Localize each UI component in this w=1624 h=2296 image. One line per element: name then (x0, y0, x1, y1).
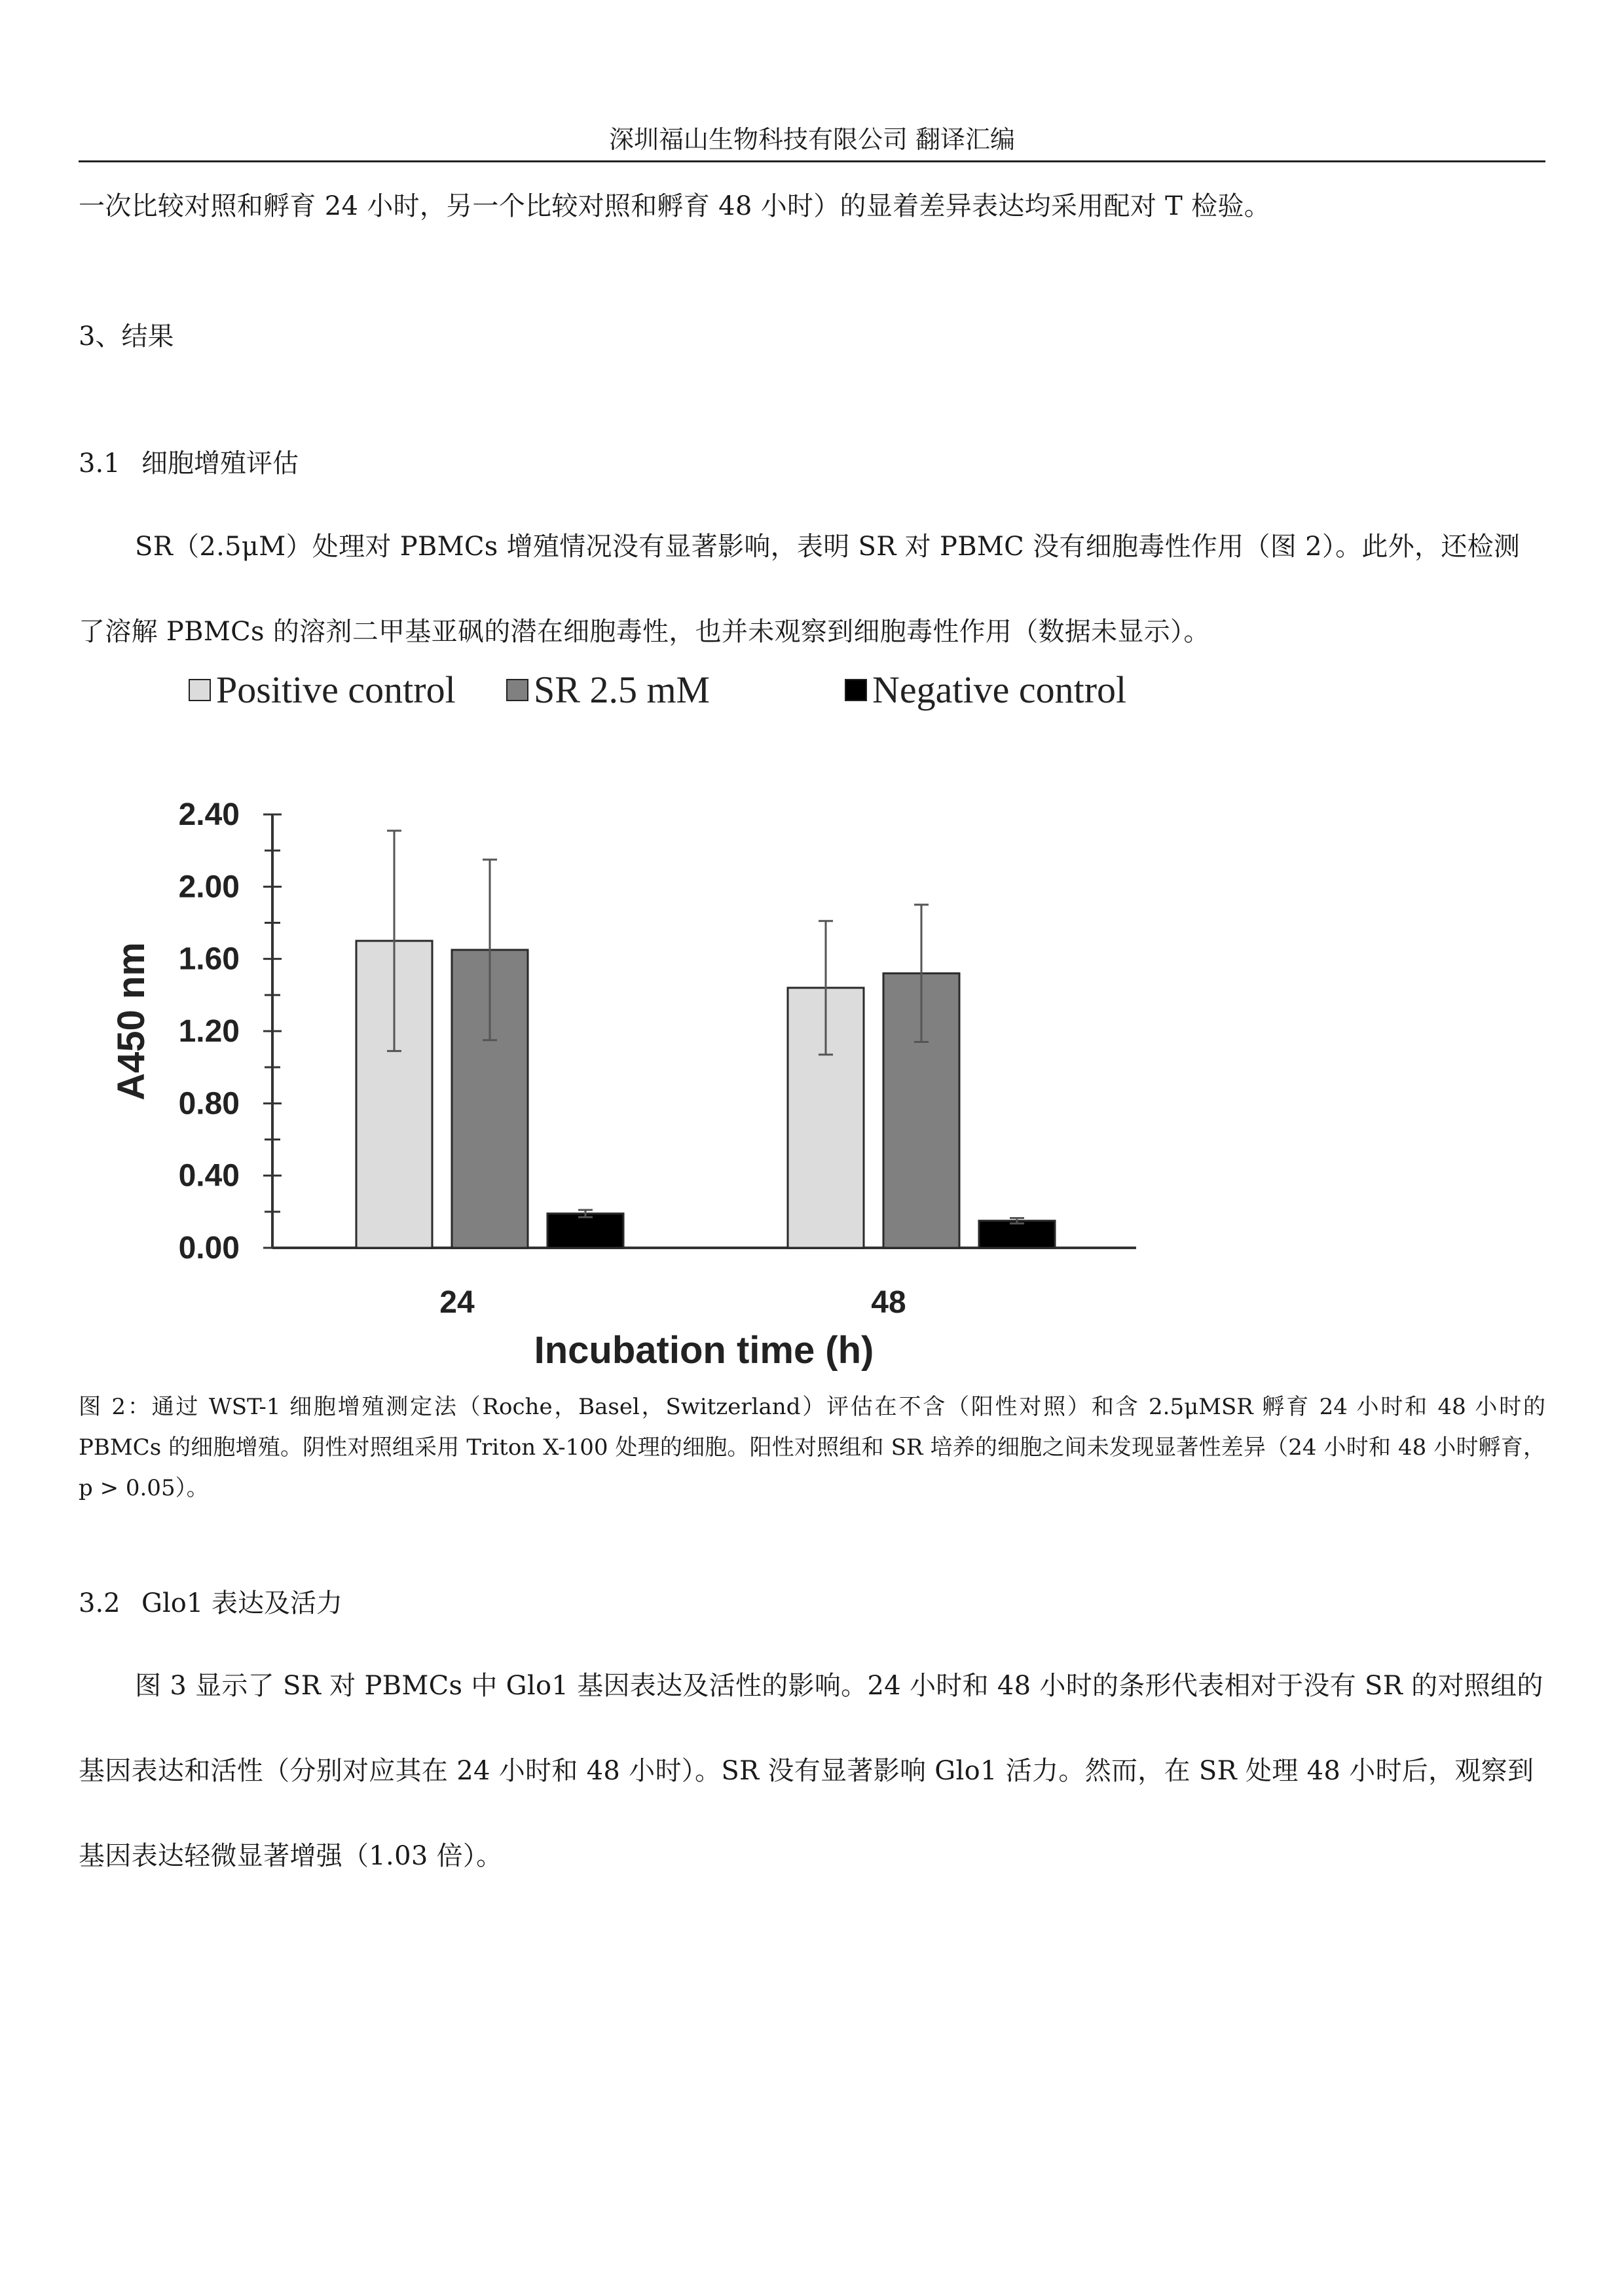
bar (979, 1221, 1055, 1248)
legend-item-sr (506, 668, 710, 712)
legend-item-positive-control (189, 668, 456, 712)
section-3-2-title: Glo1 表达及活力 (141, 1588, 342, 1618)
y-tick-label: 0.40 (178, 1158, 240, 1194)
legend-item-negative-control (845, 668, 1126, 712)
section-3-1-number: 3.1 (79, 448, 120, 479)
section-3-2-heading (79, 1582, 342, 1620)
header-rule (79, 160, 1545, 162)
x-tick-label: 48 (871, 1285, 906, 1320)
section-3-title: 结果 (121, 321, 174, 352)
y-tick-label: 2.40 (178, 797, 240, 832)
y-tick-label: 2.00 (178, 869, 240, 905)
y-tick-label: 1.20 (178, 1014, 240, 1049)
legend-swatch-sr (506, 679, 528, 701)
legend-label-negative: Negative control (872, 668, 1127, 711)
section-3-number: 3、 (79, 321, 122, 352)
legend-label-positive: Positive control (216, 668, 456, 711)
section-3-1-title: 细胞增殖评估 (141, 448, 299, 479)
legend-label-sr: SR 2.5 mM (534, 668, 710, 711)
section-3-1-paragraph: SR（2.5μM）处理对 PBMCs 增殖情况没有显著影响，表明 SR 对 PBMC 没有细胞毒性作用（图 2）。此外，还检测了溶解 PBMCs 的溶剂二甲基亚砜的潜在细胞毒性，也并未观察到细胞毒性作用（数据未显示）。 (79, 532, 1521, 647)
section-3-2-number: 3.2 (79, 1588, 120, 1618)
section-3-1-heading (79, 443, 299, 480)
section-3-2-paragraph: 图 3 显示了 SR 对 PBMCs 中 Glo1 基因表达及活性的影响。24 小时和 48 小时的条形代表相对于没有 SR 的对照组的基因表达和活性（分别对应其在 24 小时和 48 小时）。SR 没有显著影响 Glo1 活力。然而，在 SR 处理 48 小时后，观察到基因表达轻微显著增强（1.03 倍）。 (79, 1671, 1543, 1871)
legend-swatch-positive (189, 679, 211, 701)
bar (547, 1214, 623, 1248)
section-3-heading (79, 316, 174, 353)
bar-chart (79, 759, 1192, 1388)
x-tick-label: 24 (439, 1285, 475, 1320)
y-tick-label: 1.60 (178, 941, 240, 977)
y-tick-label: 0.80 (178, 1086, 240, 1121)
running-header: 深圳福山生物科技有限公司 翻译汇编 (608, 125, 1016, 154)
y-tick-label: 0.00 (178, 1231, 240, 1266)
legend-swatch-negative (845, 679, 867, 701)
y-axis-title: A450 nm (110, 942, 153, 1101)
x-axis-title: Incubation time (h) (534, 1329, 874, 1372)
continuation-paragraph: 一次比较对照和孵育 24 小时，另一个比较对照和孵育 48 小时）的显着差异表达均采用配对 T 检验。 (79, 191, 1271, 221)
figure-2-caption: 图 2：通过 WST-1 细胞增殖测定法（Roche，Basel，Switzerland）评估在不含（阳性对照）和含 2.5μMSR 孵育 24 小时和 48 小时的 PBMCs 的细胞增殖。阴性对照组采用 Triton X-100 处理的细胞。阳性对照组和 SR 培养的细胞之间未发现显著性差异（24 小时和 48 小时孵育，p > 0.05）。 (79, 1394, 1545, 1501)
